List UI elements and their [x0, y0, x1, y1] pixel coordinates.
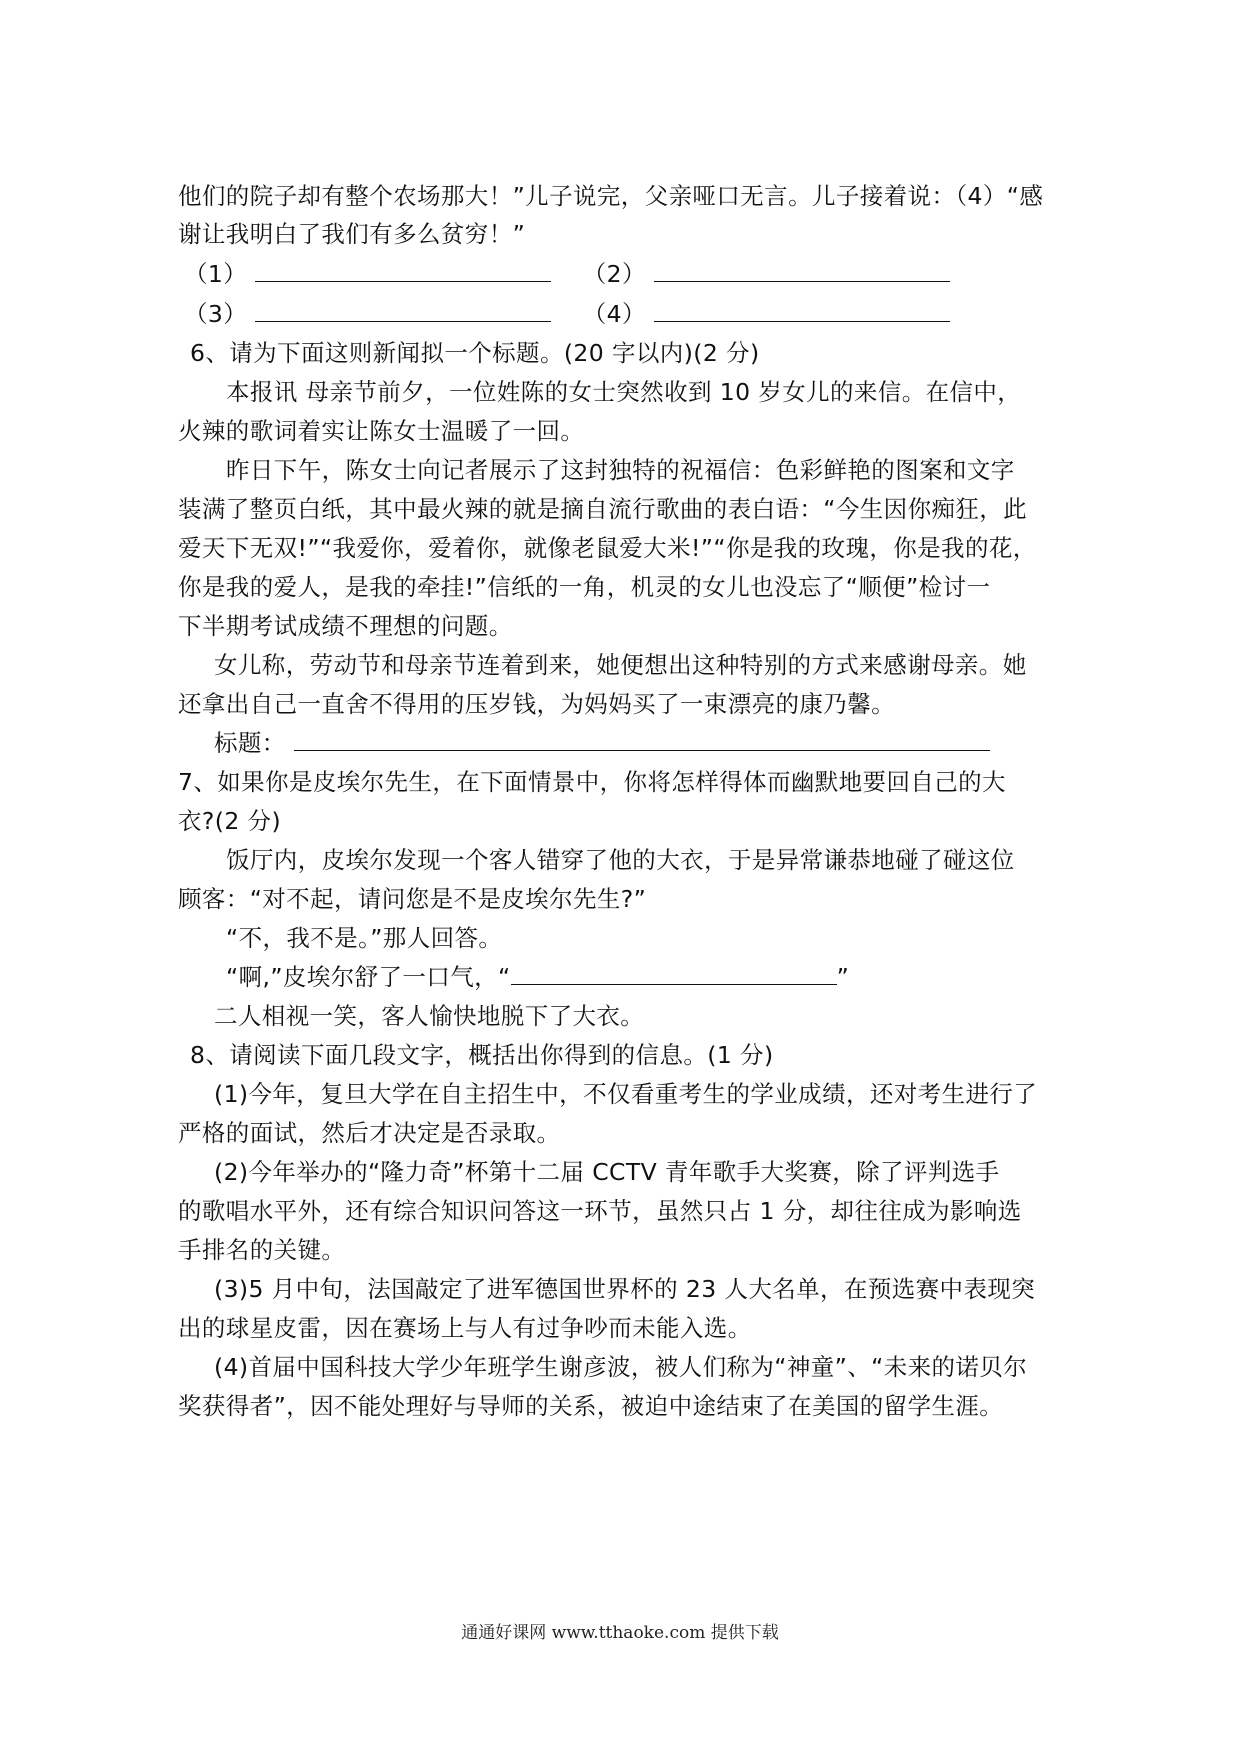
text-line: 衣?(2 分)	[178, 807, 282, 835]
text-line: 火辣的歌词着实让陈女士温暖了一回。	[178, 417, 585, 445]
text-line: 奖获得者”，因不能处理好与导师的关系，被迫中途结束了在美国的留学生涯。	[178, 1392, 1004, 1420]
text-line: 昨日下午，陈女士向记者展示了这封独特的祝福信：色彩鲜艳的图案和文字	[226, 456, 1015, 484]
question-7: 7、如果你是皮埃尔先生，在下面情景中，你将怎样得体而幽默地要回自己的大	[178, 768, 1006, 796]
answer-blank-4[interactable]	[654, 299, 950, 322]
dialogue-prefix: “啊,”皮埃尔舒了一口气，“	[226, 963, 511, 991]
answer-row-1-2	[184, 258, 950, 290]
blank-label-3: （3）	[184, 300, 248, 328]
dialogue-answer-blank[interactable]	[511, 962, 837, 985]
text-line: 严格的面试，然后才决定是否录取。	[178, 1119, 561, 1147]
blank-label-1: （1）	[184, 260, 248, 288]
question-8: 8、请阅读下面几段文字，概括出你得到的信息。(1 分)	[190, 1041, 774, 1069]
text-line: 下半期考试成绩不理想的问题。	[178, 612, 513, 640]
text-line: (2)今年举办的“隆力奇”杯第十二届 CCTV 青年歌手大奖赛，除了评判选手	[214, 1158, 1000, 1186]
title-answer-blank[interactable]	[294, 728, 990, 751]
text-line: 顾客：“对不起，请问您是不是皮埃尔先生?”	[178, 885, 647, 913]
text-line: 二人相视一笑，客人愉快地脱下了大衣。	[214, 1002, 645, 1030]
text-line: (4)首届中国科技大学少年班学生谢彦波，被人们称为“神童”、“未来的诺贝尔	[214, 1353, 1028, 1381]
dialogue-close-quote: ”	[836, 963, 850, 991]
text-line: 你是我的爱人，是我的牵挂!”信纸的一角，机灵的女儿也没忘了“顺便”检讨一	[178, 573, 991, 601]
title-answer-row	[214, 727, 990, 759]
question-6: 6、请为下面这则新闻拟一个标题。(20 字以内)(2 分)	[190, 339, 760, 367]
text-line: (1)今年，复旦大学在自主招生中，不仅看重考生的学业成绩，还对考生进行了	[214, 1080, 1038, 1108]
blank-label-2: （2）	[582, 260, 646, 288]
text-line: 爱天下无双!”“我爱你，爱着你，就像老鼠爱大米!”“你是我的玫瑰，你是我的花，	[178, 534, 1037, 562]
text-line: 装满了整页白纸，其中最火辣的就是摘自流行歌曲的表白语：“今生因你痴狂，此	[178, 495, 1028, 523]
text-line: “不，我不是。”那人回答。	[226, 924, 503, 952]
text-line: (3)5 月中旬，法国敲定了进军德国世界杯的 23 人大名单，在预选赛中表现突	[214, 1275, 1036, 1303]
text-line: 本报讯 母亲节前夕，一位姓陈的女士突然收到 10 岁女儿的来信。在信中，	[226, 378, 1022, 406]
blank-label-4: （4）	[582, 300, 646, 328]
dialogue-answer-row	[226, 961, 849, 993]
text-line: 女儿称，劳动节和母亲节连着到来，她便想出这种特别的方式来感谢母亲。她	[214, 651, 1027, 679]
answer-blank-3[interactable]	[255, 299, 551, 322]
text-line: 手排名的关键。	[178, 1236, 346, 1264]
text-line: 谢让我明白了我们有多么贫穷！”	[178, 220, 526, 248]
text-line: 他们的院子却有整个农场那大！”儿子说完，父亲哑口无言。儿子接着说：（4）“感	[178, 182, 1044, 210]
text-line: 出的球星皮雷，因在赛场上与人有过争吵而未能入选。	[178, 1314, 752, 1342]
answer-blank-1[interactable]	[255, 259, 551, 282]
text-line: 的歌唱水平外，还有综合知识问答这一环节，虽然只占 1 分，却往往成为影响选	[178, 1197, 1022, 1225]
answer-row-3-4	[184, 298, 950, 330]
answer-blank-2[interactable]	[654, 259, 950, 282]
text-line: 饭厅内，皮埃尔发现一个客人错穿了他的大衣，于是异常谦恭地碰了碰这位	[226, 846, 1015, 874]
text-line: 还拿出自己一直舍不得用的压岁钱，为妈妈买了一束漂亮的康乃馨。	[178, 690, 895, 718]
page-footer: 通通好课网 www.tthaoke.com 提供下载	[461, 1623, 779, 1643]
title-label: 标题：	[214, 729, 286, 757]
